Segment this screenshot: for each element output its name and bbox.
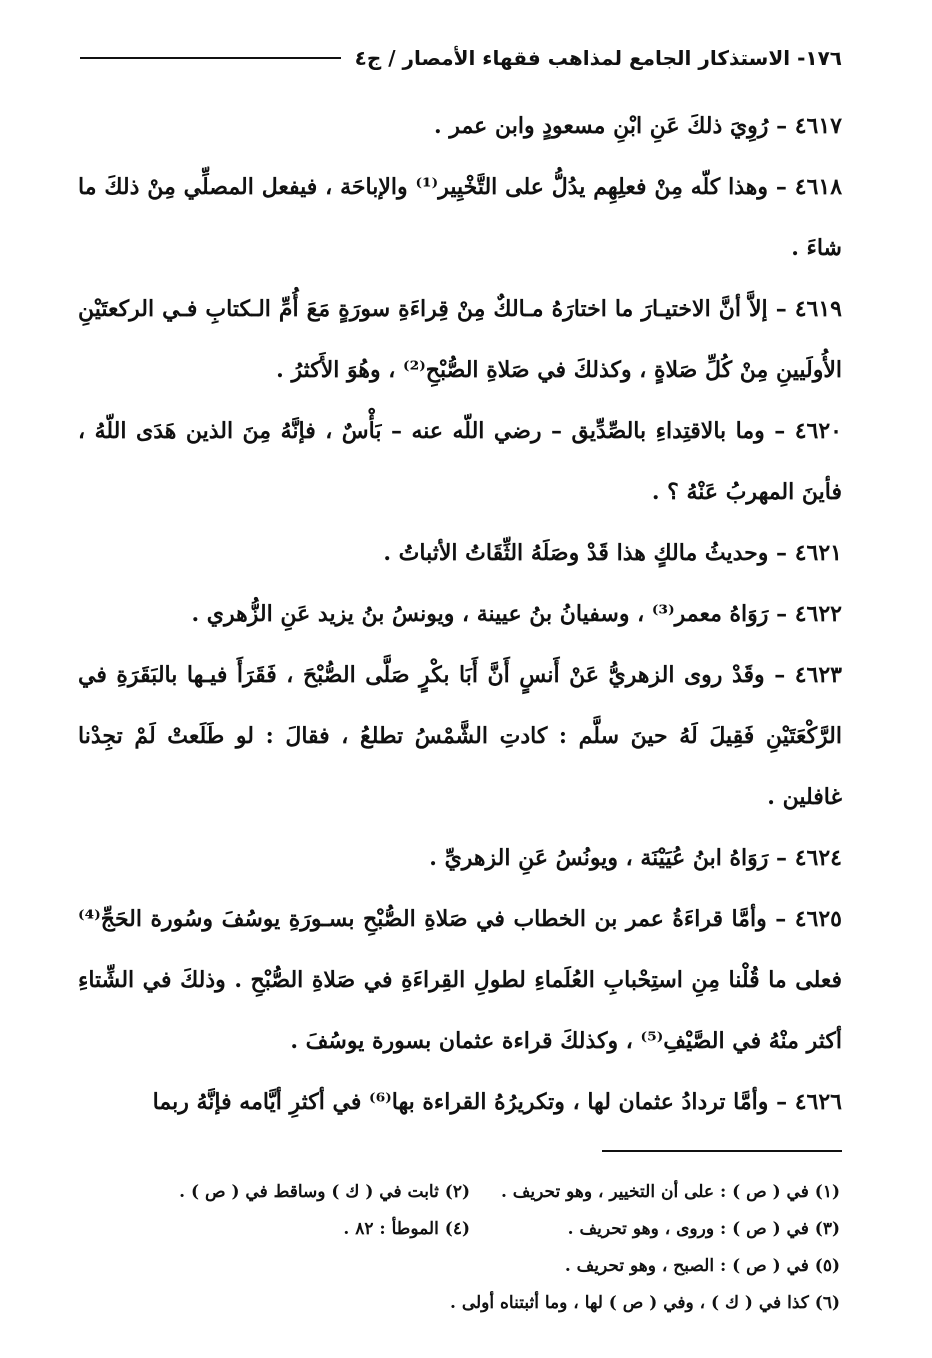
footnote-row	[80, 1248, 840, 1285]
running-title: ١٧٦- الاستذكار الجامع لمذاهب فقهاء الأمصار / ج٤	[354, 46, 842, 70]
footnote-row	[80, 1285, 840, 1322]
footnote-row	[80, 1174, 840, 1211]
paragraph-4624: ٤٦٢٤ – رَوَاهُ ابنُ عُيَيْنَة ، ويونُسُ عَنِ الزهريِّ .	[429, 845, 842, 871]
paragraph-4621: ٤٦٢١ – وحديثُ مالكٍ هذا قَدْ وصَلَهُ الثِّقَاتُ الأثباتُ .	[383, 540, 842, 566]
paragraph-4625: ٤٦٢٥ – وأمَّا قراءَةُ عمر بن الخطاب في صَلاةِ الصُّبْحِ بسـورَةِ يوسُفَ وسُورة الحَجِّ⁽⁴⁾ فعلى ما قُلْنا مِنِ استِحْبابِ العُلَماءِ لطولِ القِراءَةِ في صَلاةِ الصُّبْحِ . وذلكَ في الشِّتاءِ أكثر منْهُ في الصَّيْفِ⁽⁵⁾ ، وكذلكَ قراءة عثمان بسورة يوسُفَ .	[78, 906, 842, 1054]
paragraph-4620: ٤٦٢٠ – وما بالاقتِداءِ بالصِّدِّيق – رضي اللّه عنه – بَأْسٌ ، فإنَّهُ مِنَ الذين هَدَى اللّهُ ، فأينَ المهربُ عَنْهُ ؟ .	[78, 418, 842, 505]
footnote-separator	[602, 1150, 842, 1152]
footnote-6: (٦) كذا في ( ك ) ، وفي ( ص ) لها ، وما أثبتناه أولى .	[449, 1293, 840, 1313]
footnote-1: (١) في ( ص ) : على أن التخيير ، وهو تحريف .	[500, 1182, 840, 1202]
footnote-3: (٣) في ( ص ) : وروى ، وهو تحريف .	[567, 1219, 840, 1239]
footnotes	[80, 1174, 840, 1322]
header-rule	[80, 57, 341, 59]
paragraph-4626: ٤٦٢٦ – وأمَّا تردادُ عثمان لها ، وتكريرُهُ القراءة بها⁽⁶⁾ في أكثرِ أيَّامه فإنَّهُ ربما	[152, 1089, 842, 1115]
paragraph-4619: ٤٦١٩ – إلاَّ أنَّ الاختيـارَ ما اختارَهُ مـالكٌ مِنْ قِراءَةِ سورَةٍ مَعَ أُمِّ الـكتابِ فـي الركعتَيْنِ الأُولَيينِ مِنْ كُلِّ صَلاةٍ ، وكذلكَ في صَلاةِ الصُّبْحِ⁽²⁾ ، وهُوَ الأَكثرُ .	[78, 296, 842, 383]
footnote-row	[80, 1211, 840, 1248]
paragraph-4623: ٤٦٢٣ – وقَدْ روى الزهريُّ عَنْ أَنسٍ أَنَّ أَبَا بكْرٍ صَلَّى الصُّبْحَ ، فَقَرَأَ فيـها بالبَقَرَةِ في الرَّكْعَتَيْنِ فَقِيلَ لَهُ حينَ سلَّم : كادتِ الشَّمْسُ تطلعُ ، فقالَ : لو طَلَعتْ لَمْ تجِدْنا غافلين .	[78, 662, 842, 810]
main-text	[78, 96, 842, 1133]
page-header	[80, 38, 842, 78]
paragraph-4622: ٤٦٢٢ – رَوَاهُ معمر⁽³⁾ ، وسفيانُ بنُ عيينة ، ويونسُ بنُ يزيد عَنِ الزُّهري .	[191, 601, 842, 627]
footnote-5: (٥) في ( ص ) : الصبح ، وهو تحريف .	[564, 1256, 840, 1276]
paragraph-4617: ٤٦١٧ – رُوِيَ ذلكَ عَنِ ابْنِ مسعودٍ وابن عمر .	[434, 113, 842, 139]
paragraph-4618: ٤٦١٨ – وهذا كلّه مِنْ فعلِهِم يدُلُّ على التَّخْيِير⁽¹⁾ والإباحَة ، فيفعل المصلِّي مِنْ ذلكَ ما شاءَ .	[78, 174, 843, 261]
footnote-2: (٢) ثابت في ( ك ) وساقط في ( ص ) .	[179, 1182, 470, 1202]
footnote-4: (٤) الموطأ : ٨٢ .	[343, 1219, 470, 1239]
